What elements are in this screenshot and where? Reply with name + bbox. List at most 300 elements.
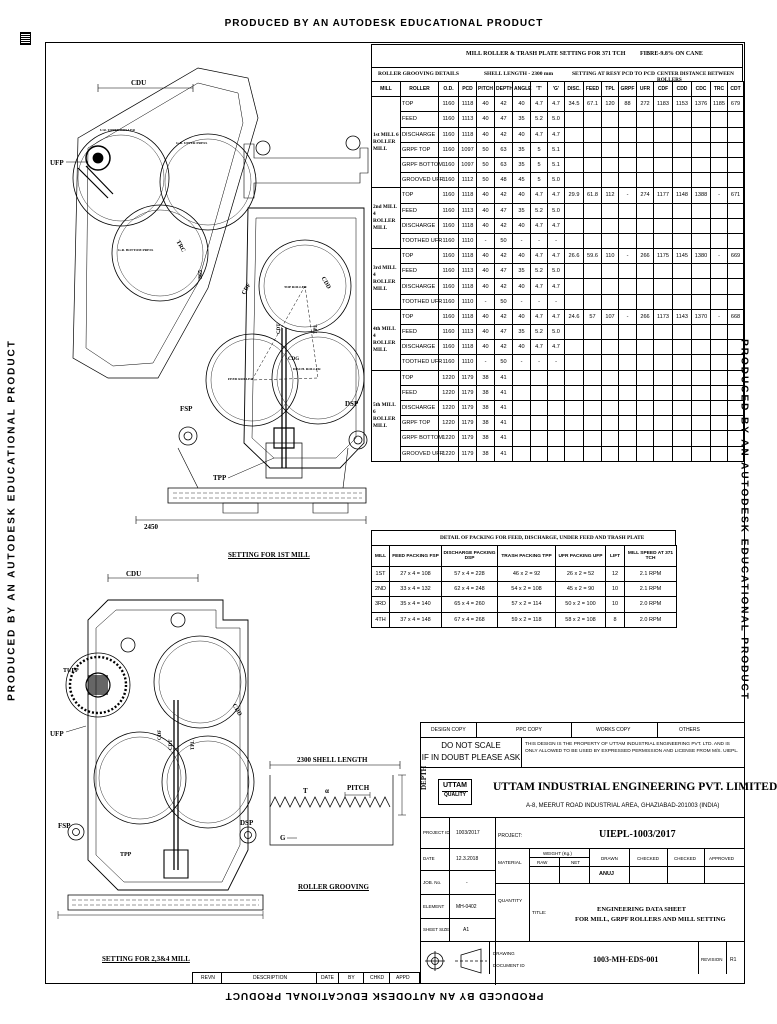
date: 12.3.2018	[456, 856, 479, 862]
mill-cell	[711, 203, 728, 218]
mill-cell: 38	[477, 431, 495, 446]
packing-cell: 54 x 2 = 108	[498, 582, 556, 597]
mill-cell: 4.7	[548, 127, 565, 142]
caption-setting-1st-mill: SETTING FOR 1ST MILL	[228, 551, 310, 559]
mill-cell	[711, 233, 728, 248]
mill-cell: 4.7	[531, 97, 548, 112]
mill-col-header: CDD	[673, 82, 692, 97]
mill-cell: FEED	[401, 203, 439, 218]
mill-cell	[619, 325, 637, 340]
mill-cell	[602, 385, 619, 400]
packing-cell: 57 x 2 = 114	[498, 597, 556, 612]
mill-cell: 5	[531, 142, 548, 157]
mill-cell	[654, 446, 673, 461]
mill-cell: 1118	[459, 97, 477, 112]
mill-cell	[711, 385, 728, 400]
mill-cell	[565, 157, 584, 172]
mill-cell	[654, 355, 673, 370]
mill-cell	[602, 370, 619, 385]
mill-cell	[584, 264, 602, 279]
mill-cell: 41	[495, 446, 513, 461]
mill-col-header: DEPTH	[495, 82, 513, 97]
mill-cell: 5	[531, 173, 548, 188]
mill-cell: TOOTHED UFR	[401, 294, 439, 309]
upper-roller-2	[154, 636, 246, 728]
mill-cell: 4.7	[548, 188, 565, 203]
packing-cell: 10	[606, 597, 625, 612]
mill-cell: 40	[477, 218, 495, 233]
mill-cell: 40	[477, 309, 495, 324]
mill-cell: 1179	[459, 385, 477, 400]
mill-cell	[584, 157, 602, 172]
mill-cell	[728, 264, 744, 279]
mill-cell: 38	[477, 400, 495, 415]
mill-cell: 4.7	[548, 249, 565, 264]
mill-setting-drawing-2	[48, 560, 270, 955]
mill-cell: 1185	[711, 97, 728, 112]
grooving-g: G	[280, 834, 286, 842]
mill-cell: -	[619, 309, 637, 324]
mill-cell	[584, 127, 602, 142]
mill-cell	[565, 294, 584, 309]
packing-cell: 2ND	[372, 582, 390, 597]
mill-cell: 1160	[439, 309, 459, 324]
mill-cell	[692, 294, 711, 309]
mill-col-header: PCD	[459, 82, 477, 97]
mill-col-header: CDF	[654, 82, 673, 97]
mill-cell	[565, 279, 584, 294]
mill-cell	[654, 157, 673, 172]
mill-cell: 61.8	[584, 188, 602, 203]
mill-cell	[619, 233, 637, 248]
mill-cell: 50	[495, 233, 513, 248]
mill-col-header: DISC.	[565, 82, 584, 97]
mill-cell	[637, 173, 654, 188]
mill-cell	[602, 446, 619, 461]
mill-cell: 63	[495, 142, 513, 157]
mill-cell	[602, 279, 619, 294]
mill-cell	[673, 142, 692, 157]
mill-cell: 1153	[673, 97, 692, 112]
mill-cell: 41	[495, 416, 513, 431]
packing-cell: 62 x 4 = 248	[442, 582, 498, 597]
mill-cell	[654, 112, 673, 127]
mill-cell: 34.5	[565, 97, 584, 112]
mill-cell	[673, 112, 692, 127]
mill-cell	[565, 233, 584, 248]
mill-cell: 112	[602, 188, 619, 203]
mill-grid	[371, 81, 744, 462]
mill-cell: 40	[477, 203, 495, 218]
mill-cell: FEED	[401, 264, 439, 279]
mill-cell: 1160	[439, 233, 459, 248]
mill-cell	[565, 218, 584, 233]
mill-cell	[654, 294, 673, 309]
mill-cell	[692, 446, 711, 461]
mill-cell: 1160	[439, 127, 459, 142]
mill-cell: 40	[477, 97, 495, 112]
net-label: NET	[571, 860, 580, 865]
mill-cell: 63	[495, 157, 513, 172]
mill-cell: 41	[495, 431, 513, 446]
mill-cell	[602, 142, 619, 157]
mill-cell	[692, 127, 711, 142]
mill-cell	[602, 431, 619, 446]
mill-cell: 1097	[459, 157, 477, 172]
mill-cell	[673, 370, 692, 385]
mill-cell	[565, 142, 584, 157]
mill-cell: 1160	[439, 264, 459, 279]
mill-cell: 1160	[439, 279, 459, 294]
mill-cell	[728, 400, 744, 415]
mill-row	[372, 264, 744, 279]
copy-design: DESIGN COPY	[431, 727, 466, 733]
mill-cell: 42	[495, 127, 513, 142]
mill-cell: DISCHARGE	[401, 400, 439, 415]
packing-cell: 58 x 2 = 108	[556, 612, 606, 627]
mill-cell	[692, 279, 711, 294]
mill-cell	[531, 370, 548, 385]
projection-symbol-icon	[423, 945, 491, 977]
mill-cell: 5.0	[548, 264, 565, 279]
mill-cell	[728, 355, 744, 370]
revision: R1	[730, 957, 737, 963]
mill-cell	[728, 157, 744, 172]
mill-cell: 47	[495, 264, 513, 279]
mill-cell: 1388	[692, 188, 711, 203]
mill-col-header: UFR	[637, 82, 654, 97]
mill-cell: 41	[495, 370, 513, 385]
mill-cell	[654, 325, 673, 340]
mill-cell	[692, 233, 711, 248]
label-ufp: UFP	[50, 159, 64, 167]
mill-cell: 1160	[439, 249, 459, 264]
mill-cell	[654, 127, 673, 142]
roller-tag-3: G.R. BOTTOM PRESS	[118, 248, 154, 252]
mill-cell	[673, 385, 692, 400]
raw-label: RAW	[537, 860, 548, 865]
packing-row	[372, 582, 677, 597]
packing-cell: 35 x 4 = 140	[390, 597, 442, 612]
mill-cell: 40	[513, 127, 531, 142]
mill-cell: 35	[513, 264, 531, 279]
mill-col-header: ANGLE	[513, 82, 531, 97]
mill-cell	[728, 446, 744, 461]
mill-cell: 1143	[673, 309, 692, 324]
mill-cell: 40	[477, 249, 495, 264]
mill-cell: 5.1	[548, 142, 565, 157]
mill-cell	[637, 416, 654, 431]
revision-row	[192, 972, 420, 984]
mill-cell: 1160	[439, 173, 459, 188]
label2-fsp: FSP	[58, 822, 71, 830]
mill-cell: 4.7	[548, 218, 565, 233]
mill-row	[372, 157, 744, 172]
mill-cell	[711, 279, 728, 294]
packing-col-header: LIFT	[606, 546, 625, 567]
mill-cell: -	[531, 355, 548, 370]
mill-col-header: MILL	[372, 82, 401, 97]
mill-cell: 1160	[439, 203, 459, 218]
mill-cell: 1179	[459, 446, 477, 461]
mill-col-header: TPL	[602, 82, 619, 97]
label-cdu: CDU	[131, 79, 147, 87]
company-address: A-8, MEERUT ROAD INDUSTRIAL AREA, GHAZIABAD-201003 (INDIA)	[526, 803, 720, 809]
mill-cell	[673, 127, 692, 142]
mill-cell	[637, 325, 654, 340]
mill-cell: 272	[637, 97, 654, 112]
mill-cell	[565, 370, 584, 385]
weight-label: WEIGHT (Kg.)	[543, 851, 572, 856]
mill-name-cell: 4th MILL 4 ROLLER MILL	[372, 309, 401, 370]
mill-cell: 4.7	[548, 309, 565, 324]
mill-name-cell: 5th MILL 6 ROLLER MILL	[372, 370, 401, 461]
mill-cell: 1183	[654, 97, 673, 112]
rev-col-appd: APPD	[396, 975, 410, 981]
mill-cell	[602, 355, 619, 370]
mill-cell: -	[711, 309, 728, 324]
mill-cell	[692, 157, 711, 172]
mill-cell	[637, 157, 654, 172]
mill-cell: GRPF BOTTOM	[401, 157, 439, 172]
packing-col-header: UFR PACKING UFP	[556, 546, 606, 567]
mill-cell: 5.0	[548, 203, 565, 218]
mill-cell: 35	[513, 142, 531, 157]
grooving-shell-length: 2300 SHELL LENGTH	[297, 756, 368, 764]
mill-cell	[654, 431, 673, 446]
mill-cell: 38	[477, 385, 495, 400]
rev-col-date: DATE	[321, 975, 334, 981]
sheet: A1	[463, 927, 470, 933]
mill-cell	[673, 446, 692, 461]
label-cdd: CDD	[319, 276, 332, 291]
packing-row	[372, 612, 677, 627]
corner-mark-icon	[20, 32, 31, 45]
mill-cell	[584, 203, 602, 218]
mill-cell	[602, 416, 619, 431]
mill-cell: FEED	[401, 385, 439, 400]
element-label: ELEMENT	[423, 904, 445, 909]
packing-cell: 10	[606, 582, 625, 597]
uttam-logo	[438, 779, 472, 805]
mill-name-cell: 1st MILL 6 ROLLER MILL	[372, 97, 401, 188]
mill-cell	[619, 340, 637, 355]
mill-cell	[637, 264, 654, 279]
mill-cell: 4.7	[548, 279, 565, 294]
mill-row	[372, 294, 744, 309]
mill-cell	[584, 173, 602, 188]
mill-col-header: 'G'	[548, 82, 565, 97]
mill-cell	[584, 112, 602, 127]
mill-cell: 1118	[459, 127, 477, 142]
packing-grid	[371, 545, 677, 628]
mill-cell	[692, 355, 711, 370]
label-dim-365: 365	[198, 270, 204, 279]
mill-cell: 1110	[459, 355, 477, 370]
mill-cell	[728, 112, 744, 127]
mill-cell	[619, 203, 637, 218]
mill-cell: 107	[602, 309, 619, 324]
mill-cell	[619, 173, 637, 188]
mill-cell: GRPF TOP	[401, 416, 439, 431]
mill-cell: 5.0	[548, 325, 565, 340]
mill-cell	[692, 218, 711, 233]
roller-tag-2: G.R. UPPER PRESS	[176, 141, 208, 145]
title-line-2: FOR MILL, GRPF ROLLERS AND MILL SETTING	[575, 916, 726, 923]
mill-cell: -	[477, 233, 495, 248]
mill-cell: 1112	[459, 173, 477, 188]
mill-cell	[637, 127, 654, 142]
mill-cell: 40	[513, 97, 531, 112]
mill-cell: 50	[495, 355, 513, 370]
packing-cell: 2.0 RPM	[625, 597, 677, 612]
mill-cell	[654, 203, 673, 218]
mill-cell	[637, 431, 654, 446]
mill-cell: 57	[584, 309, 602, 324]
rev-col-revn: REVN	[201, 975, 215, 981]
mill-cell: TOP	[401, 97, 439, 112]
mill-cell: 48	[495, 173, 513, 188]
mill-cell	[673, 233, 692, 248]
mill-col-header: TRC	[711, 82, 728, 97]
do-not-scale: DO NOT SCALE	[441, 741, 501, 750]
packing-cell: 1ST	[372, 567, 390, 582]
mill-cell	[692, 431, 711, 446]
mill-cell	[673, 325, 692, 340]
grpf-bottom-roller	[112, 205, 208, 301]
label2-dsp: DSP	[240, 819, 254, 827]
mill-cell	[673, 157, 692, 172]
mill-cell	[711, 112, 728, 127]
mill-cell	[513, 416, 531, 431]
mill-cell: 1160	[439, 97, 459, 112]
packing-col-header: DISCHARGE PACKING DSP	[442, 546, 498, 567]
mill-cell	[584, 142, 602, 157]
mill-cell: 1160	[439, 294, 459, 309]
mill-cell: -	[548, 355, 565, 370]
mill-cell	[673, 400, 692, 415]
mill-cell	[711, 142, 728, 157]
mill-row	[372, 233, 744, 248]
packing-cell: 27 x 4 = 108	[390, 567, 442, 582]
packing-cell: 12	[606, 567, 625, 582]
mill-cell: 5.2	[531, 203, 548, 218]
mill-cell: 266	[637, 309, 654, 324]
mill-table-fibre: FIBRE-9.8% ON CANE	[640, 51, 703, 57]
mill-cell: 1179	[459, 416, 477, 431]
rev-col-chkd: CHKD	[370, 975, 385, 981]
mill-cell: 1220	[439, 400, 459, 415]
mill-cell: 1118	[459, 218, 477, 233]
mill-cell	[711, 157, 728, 172]
project-label: PROJECT:	[498, 833, 523, 839]
mill-cell	[692, 112, 711, 127]
quantity-label: QUANTITY	[498, 899, 523, 904]
mill-cell	[692, 370, 711, 385]
packing-cell: 26 x 2 = 52	[556, 567, 606, 582]
mill-cell	[637, 446, 654, 461]
mill-cell: 1160	[439, 188, 459, 203]
mill-cell	[673, 355, 692, 370]
mill-cell	[711, 431, 728, 446]
mill-cell	[692, 340, 711, 355]
date-label: DATE	[423, 856, 435, 861]
mill-cell: 1160	[439, 142, 459, 157]
mill-cell	[602, 173, 619, 188]
mill-cell	[602, 325, 619, 340]
mill-cell	[548, 416, 565, 431]
packing-col-header: FEED PACKING FSP	[390, 546, 442, 567]
mill-col-header: FEED	[584, 82, 602, 97]
title-line-1: ENGINEERING DATA SHEET	[597, 906, 686, 913]
mill-cell: 42	[495, 97, 513, 112]
mill-cell: 1220	[439, 431, 459, 446]
watermark-left: PRODUCED BY AN AUTODESK EDUCATIONAL PRODUCT	[6, 339, 18, 701]
mill-cell: DISCHARGE	[401, 340, 439, 355]
mill-cell: TOP	[401, 370, 439, 385]
mill-cell: 50	[477, 157, 495, 172]
mill-cell	[584, 370, 602, 385]
mill-cell	[602, 157, 619, 172]
mill-cell	[728, 279, 744, 294]
mill-cell: 1113	[459, 325, 477, 340]
mill-cell	[654, 233, 673, 248]
copy-works: WORKS COPY	[596, 727, 631, 733]
mill-cell	[619, 400, 637, 415]
mill-cell: 1160	[439, 218, 459, 233]
project-id-label: PROJECT ID	[423, 830, 450, 835]
mill-cell	[619, 157, 637, 172]
mill-cell: 1370	[692, 309, 711, 324]
mill-cell	[619, 127, 637, 142]
mill-cell	[565, 173, 584, 188]
mill-cell	[728, 233, 744, 248]
mill-cell: 40	[513, 279, 531, 294]
mill-cell	[565, 264, 584, 279]
mill-cell	[673, 416, 692, 431]
packing-cell: 45 x 2 = 90	[556, 582, 606, 597]
mill-cell: GROOVED UFR	[401, 446, 439, 461]
mill-cell: 40	[513, 340, 531, 355]
mill-cell	[692, 385, 711, 400]
caption-setting-234-mill: SETTING FOR 2,3&4 MILL	[102, 955, 190, 963]
mill-col-header: O.D.	[439, 82, 459, 97]
mill-cell	[654, 264, 673, 279]
grooving-t: T	[303, 787, 308, 795]
mill-cell: 1118	[459, 309, 477, 324]
mill-cell	[565, 340, 584, 355]
mill-cell: 4.7	[531, 218, 548, 233]
mill-cell: 40	[477, 188, 495, 203]
mill-roller-table	[371, 44, 743, 462]
mill-cell: 4.7	[531, 188, 548, 203]
mill-cell	[584, 431, 602, 446]
mill-cell	[692, 416, 711, 431]
mill-cell	[513, 400, 531, 415]
company-name: UTTAM INDUSTRIAL ENGINEERING PVT. LIMITED	[493, 781, 777, 793]
label2-tufp: TUFP	[63, 668, 79, 674]
mill-cell	[619, 416, 637, 431]
mill-cell: 50	[477, 142, 495, 157]
packing-cell: 50 x 2 = 100	[556, 597, 606, 612]
mill-cell	[565, 355, 584, 370]
mill-cell: 38	[477, 446, 495, 461]
packing-cell: 2.1 RPM	[625, 582, 677, 597]
mill-cell: TOOTHED UFR	[401, 355, 439, 370]
revision-label: REVISION	[701, 957, 723, 962]
mill-cell	[584, 416, 602, 431]
mill-setting-drawing-1	[48, 48, 370, 560]
